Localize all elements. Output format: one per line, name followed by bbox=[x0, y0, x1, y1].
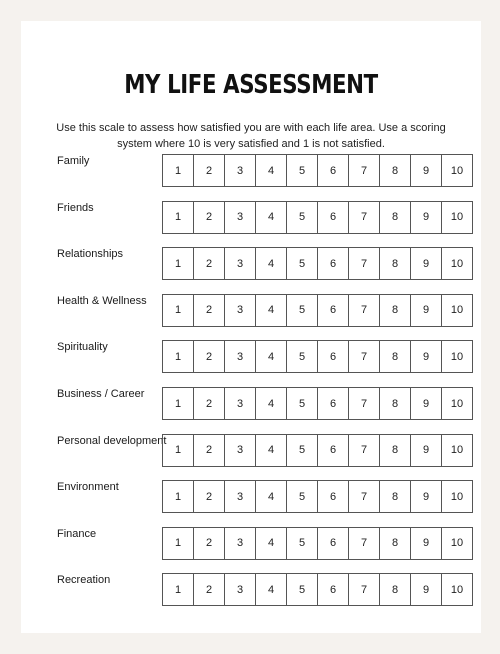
life-area-label: Family bbox=[57, 155, 90, 167]
life-area-label: Friends bbox=[57, 201, 94, 214]
rating-box[interactable]: 4 bbox=[256, 528, 287, 559]
rating-scale bbox=[162, 294, 473, 327]
rating-box[interactable]: 8 bbox=[380, 202, 411, 233]
worksheet-page bbox=[21, 21, 481, 633]
rating-box[interactable]: 5 bbox=[287, 248, 318, 279]
rating-box[interactable]: 9 bbox=[411, 295, 442, 326]
rating-box[interactable]: 1 bbox=[163, 155, 194, 186]
rating-scale bbox=[162, 201, 473, 234]
rating-box[interactable]: 3 bbox=[225, 528, 256, 559]
rating-box[interactable]: 5 bbox=[287, 435, 318, 466]
rating-box[interactable]: 10 bbox=[450, 537, 464, 550]
rating-box[interactable]: 4 bbox=[256, 341, 287, 372]
rating-box[interactable]: 10 bbox=[450, 397, 464, 410]
rating-box[interactable]: 3 bbox=[225, 574, 256, 605]
rating-scale bbox=[162, 480, 473, 513]
rating-box[interactable]: 5 bbox=[287, 528, 318, 559]
rating-box[interactable]: 6 bbox=[318, 388, 349, 419]
life-area-label: Personal development bbox=[57, 434, 167, 447]
rating-box[interactable]: 5 bbox=[287, 388, 318, 419]
rating-box[interactable]: 3 bbox=[225, 155, 256, 186]
rating-box[interactable]: 5 bbox=[287, 341, 318, 372]
rating-box[interactable]: 8 bbox=[380, 248, 411, 279]
life-area-label: Spirituality bbox=[57, 341, 108, 354]
life-area-label: Health & Wellness bbox=[57, 294, 147, 307]
rating-box[interactable]: 8 bbox=[380, 341, 411, 372]
rating-box[interactable]: 9 bbox=[411, 481, 442, 512]
rating-box[interactable]: 8 bbox=[380, 574, 411, 605]
rating-box[interactable]: 4 bbox=[256, 295, 287, 326]
rating-box[interactable]: 4 bbox=[256, 155, 287, 186]
rating-box[interactable]: 7 bbox=[349, 481, 380, 512]
rating-scale bbox=[162, 247, 473, 280]
rating-box[interactable]: 4 bbox=[256, 248, 287, 279]
rating-box[interactable]: 10 bbox=[450, 257, 464, 270]
rating-box[interactable]: 7 bbox=[349, 574, 380, 605]
rating-box[interactable]: 7 bbox=[349, 295, 380, 326]
rating-box[interactable]: 3 bbox=[225, 481, 256, 512]
rating-scale bbox=[162, 154, 473, 187]
rating-box[interactable]: 6 bbox=[318, 574, 349, 605]
rating-box[interactable]: 9 bbox=[411, 574, 442, 605]
rating-box[interactable]: 9 bbox=[411, 155, 442, 186]
rating-box[interactable]: 5 bbox=[287, 155, 318, 186]
rating-box[interactable]: 5 bbox=[287, 295, 318, 326]
rating-box[interactable]: 4 bbox=[256, 481, 287, 512]
rating-box[interactable]: 9 bbox=[411, 528, 442, 559]
rating-box[interactable]: 2 bbox=[194, 435, 225, 466]
rating-box[interactable]: 4 bbox=[256, 435, 287, 466]
rating-box[interactable]: 1 bbox=[163, 248, 194, 279]
rating-box[interactable]: 10 bbox=[450, 350, 464, 363]
rating-box[interactable]: 7 bbox=[349, 341, 380, 372]
rating-box[interactable]: 9 bbox=[411, 388, 442, 419]
rating-box[interactable]: 9 bbox=[411, 341, 442, 372]
rating-box[interactable]: 1 bbox=[163, 528, 194, 559]
rating-box[interactable]: 6 bbox=[318, 528, 349, 559]
rating-box[interactable]: 9 bbox=[411, 202, 442, 233]
rating-box[interactable]: 8 bbox=[380, 388, 411, 419]
rating-box[interactable]: 1 bbox=[163, 295, 194, 326]
rating-box[interactable]: 3 bbox=[225, 295, 256, 326]
rating-scale bbox=[162, 340, 473, 373]
rating-box[interactable]: 3 bbox=[225, 435, 256, 466]
rating-box[interactable]: 8 bbox=[380, 155, 411, 186]
rating-box[interactable]: 2 bbox=[194, 388, 225, 419]
rating-box[interactable]: 2 bbox=[194, 481, 225, 512]
page-title: MY LIFE ASSESSMENT bbox=[124, 70, 378, 100]
rating-box[interactable]: 7 bbox=[349, 248, 380, 279]
rating-box[interactable]: 10 bbox=[450, 444, 464, 457]
rating-box[interactable]: 7 bbox=[349, 388, 380, 419]
rating-box[interactable]: 4 bbox=[256, 574, 287, 605]
rating-box[interactable]: 2 bbox=[194, 248, 225, 279]
instructions-text: Use this scale to assess how satisfied you are with each life area. Use a scoring system where 10 is very satisfied and 1 is not satisfied. bbox=[56, 122, 446, 150]
rating-box[interactable]: 6 bbox=[318, 155, 349, 186]
rating-box[interactable]: 3 bbox=[225, 248, 256, 279]
rating-box[interactable]: 6 bbox=[318, 295, 349, 326]
rating-box[interactable]: 10 bbox=[450, 211, 464, 224]
rating-box[interactable]: 3 bbox=[225, 341, 256, 372]
rating-box[interactable]: 9 bbox=[411, 435, 442, 466]
rating-box[interactable]: 8 bbox=[380, 481, 411, 512]
rating-box[interactable]: 3 bbox=[225, 388, 256, 419]
rating-box[interactable]: 4 bbox=[256, 202, 287, 233]
rating-box[interactable]: 8 bbox=[380, 435, 411, 466]
rating-box[interactable]: 1 bbox=[163, 435, 194, 466]
rating-box[interactable]: 3 bbox=[225, 202, 256, 233]
rating-box[interactable]: 9 bbox=[411, 248, 442, 279]
rating-box[interactable]: 1 bbox=[163, 341, 194, 372]
rating-box[interactable]: 5 bbox=[287, 481, 318, 512]
rating-box[interactable]: 10 bbox=[450, 304, 464, 317]
rating-box[interactable]: 10 bbox=[450, 583, 464, 596]
rating-box[interactable]: 6 bbox=[318, 202, 349, 233]
rating-box[interactable]: 6 bbox=[318, 481, 349, 512]
rating-box[interactable]: 10 bbox=[450, 164, 464, 177]
rating-box[interactable]: 6 bbox=[318, 341, 349, 372]
rating-box[interactable]: 2 bbox=[194, 155, 225, 186]
rating-box[interactable]: 2 bbox=[194, 574, 225, 605]
rating-box[interactable]: 4 bbox=[256, 388, 287, 419]
rating-box[interactable]: 2 bbox=[194, 202, 225, 233]
rating-box[interactable]: 2 bbox=[194, 528, 225, 559]
rating-box[interactable]: 8 bbox=[380, 295, 411, 326]
rating-box[interactable]: 1 bbox=[163, 388, 194, 419]
rating-box[interactable]: 2 bbox=[194, 295, 225, 326]
rating-box[interactable]: 5 bbox=[287, 574, 318, 605]
rating-scale bbox=[162, 434, 473, 467]
rating-box[interactable]: 6 bbox=[318, 248, 349, 279]
life-area-label: Relationships bbox=[57, 248, 124, 261]
rating-box[interactable]: 1 bbox=[163, 481, 194, 512]
rating-box[interactable]: 8 bbox=[380, 528, 411, 559]
rating-box[interactable]: 10 bbox=[450, 490, 464, 503]
rating-box[interactable]: 7 bbox=[349, 528, 380, 559]
rating-box[interactable]: 2 bbox=[194, 341, 225, 372]
life-area-label: Recreation bbox=[57, 574, 111, 587]
rating-scale bbox=[162, 573, 473, 606]
rating-box[interactable]: 1 bbox=[163, 574, 194, 605]
rating-scale bbox=[162, 387, 473, 420]
life-area-label: Finance bbox=[57, 527, 97, 540]
rating-box[interactable]: 7 bbox=[349, 202, 380, 233]
rating-scale bbox=[162, 527, 473, 560]
rating-box[interactable]: 7 bbox=[349, 435, 380, 466]
rating-box[interactable]: 5 bbox=[287, 202, 318, 233]
rating-box[interactable]: 7 bbox=[349, 155, 380, 186]
life-area-label: Business / Career bbox=[57, 388, 145, 400]
rating-box[interactable]: 6 bbox=[318, 435, 349, 466]
rating-box[interactable]: 1 bbox=[163, 202, 194, 233]
life-area-label: Environment bbox=[57, 481, 119, 494]
